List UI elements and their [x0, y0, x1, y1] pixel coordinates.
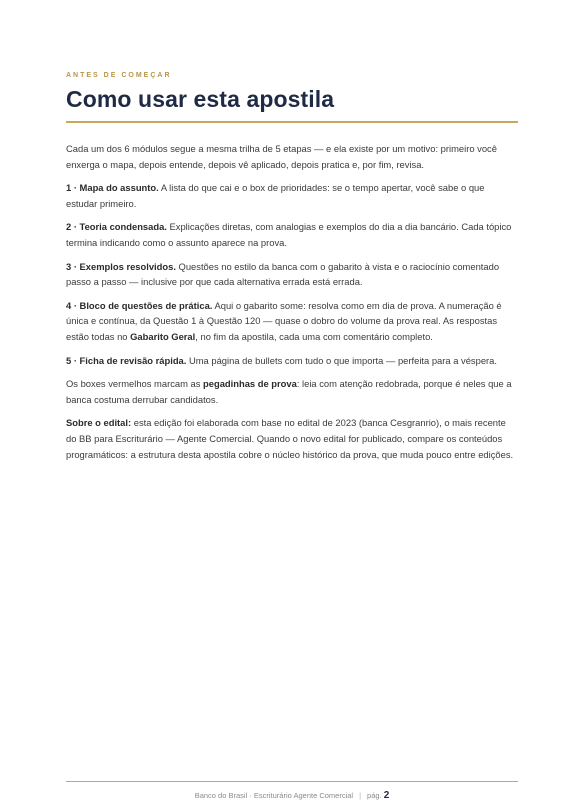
step-4 [66, 298, 518, 345]
edital-text: esta edição foi elaborada com base no edital de 2023 (banca Cesgranrio), o mais recente do BB para Escriturário — Agente Comercial. Quando o novo edital for publicado, compare os conteúdos programáticos: a estrutura desta apostila cobre o núcleo histórico da prova, que muda pouco entre edições. [66, 417, 514, 460]
edital-paragraph [66, 415, 518, 462]
title-divider [66, 121, 518, 123]
traps-paragraph: Os boxes vermelhos marcam as pegadinhas de prova: leia com atenção redobrada, porque é neles que a banca costuma derrubar candidatos. [66, 378, 512, 405]
step-text: Questões no estilo da banca com o gabarito à vista e o raciocínio comentado passo a passo — inclusive por que cada alternativa errada está errada. [66, 260, 500, 288]
step-3 [66, 259, 518, 290]
page-label: pág. [367, 791, 382, 800]
step-label: 5 · Ficha de revisão rápida. [66, 354, 187, 366]
page-footer [66, 790, 518, 801]
section-eyebrow: ANTES DE COMEÇAR [66, 72, 172, 79]
traps-emphasis: pegadinhas de prova [203, 378, 297, 390]
body-text [66, 141, 518, 470]
step-text: A lista do que cai e o box de prioridades: se o tempo apertar, você sabe o que estudar primeiro. [66, 182, 485, 209]
step-label: 1 · Mapa do assunto. [66, 182, 159, 194]
edital-label: Sobre o edital: [66, 417, 132, 429]
step-text: Explicações diretas, com analogias e exemplos do dia a dia bancário. Cada tópico termina indicando como o assunto aparece na prova. [66, 221, 512, 248]
footer-text: Banco do Brasil · Escriturário Agente Comercial [194, 791, 354, 800]
footer-divider [66, 781, 518, 782]
step-text: , no fim da apostila, cada uma com comentário completo. [195, 330, 433, 342]
step-text: Aqui o gabarito some: resolva como em dia de prova. A numeração é única e contínua, da Questão 1 à Questão 120 — quase o dobro do volume da prova real. As respostas estão todas no [66, 299, 502, 342]
step-label: 3 · Exemplos resolvidos. [66, 260, 176, 272]
step-text: Uma página de bullets com tudo o que importa — perfeita para a véspera. [186, 354, 497, 366]
page-number: 2 [383, 790, 390, 801]
step-label: 4 · Bloco de questões de prática. [66, 299, 213, 311]
page-title: Como usar esta apostila [66, 86, 335, 112]
step-label: 2 · Teoria condensada. [66, 221, 167, 233]
step-2 [66, 219, 518, 250]
intro-paragraph: Cada um dos 6 módulos segue a mesma trilha de 5 etapas — e ela existe por um motivo: primeiro você enxerga o mapa, depois entende, depois vê aplicado, depois pratica e, por fim, revisa. [66, 143, 497, 170]
footer-separator: | [359, 791, 362, 800]
gabarito-geral-emphasis: Gabarito Geral [130, 330, 196, 342]
step-5 [66, 353, 518, 369]
step-1 [66, 180, 518, 211]
